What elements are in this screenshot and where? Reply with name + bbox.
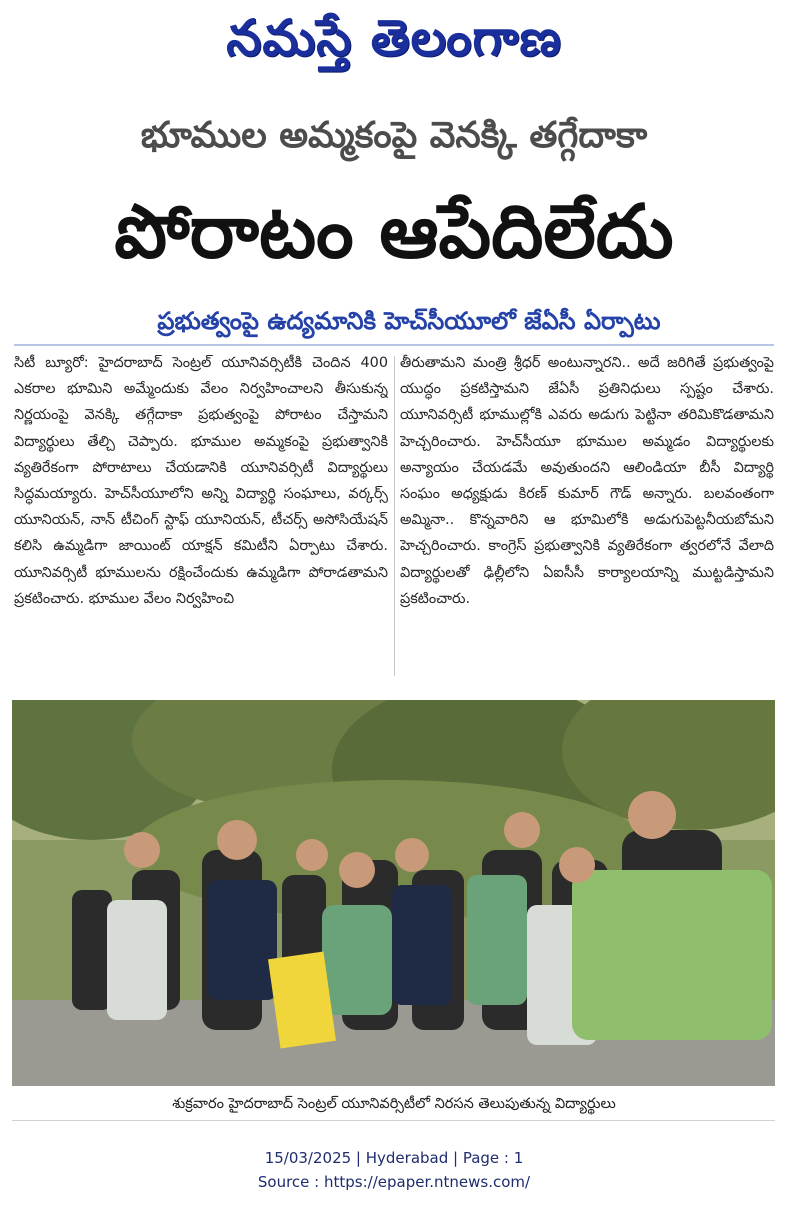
newspaper-logo: నమస్తే తెలంగాణ [226,8,562,67]
source-link[interactable]: Source : https://epaper.ntnews.com/ [257,1173,531,1191]
page-footer [0,1146,788,1200]
deck-text: ప్రభుత్వంపై ఉద్యమానికి హెచ్‌సీయూలో జేఏసీ ఏర్పాటు [157,307,661,335]
photo-caption: శుక్రవారం హైదరాబాద్ సెంట్రల్ యూనివర్సిటీలో నిరసన తెలుపుతున్న విద్యార్థులు [172,1096,616,1112]
article-column-left: సిటీ బ్యూరో: హైదరాబాద్ సెంట్రల్ యూనివర్సిటీకి చెందిన 400 ఎకరాల భూమిని అమ్మేందుకు వేలం నిర్వహించాలని తీసుకున్న నిర్ణయంపై వెనక్కి తగ్గేదాకా ప్రభుత్వంపై పోరాటం చేస్తామని విద్యార్థులు తేల్చి చెప్పారు. భూముల అమ్మకంపై ప్రభుత్వానికి వ్యతిరేకంగా పోరాటాలు చేయడానికి యూనివర్సిటీ విద్యార్థులు సిద్ధమయ్యారు. హెచ్‌సీయూలోని అన్ని విద్యార్థి సంఘాలు, వర్కర్స్ యూనియన్, నాన్ టీచింగ్ స్టాఫ్ యూనియన్, టీచర్స్ అసోసియేషన్ కలిసి ఉమ్మడిగా జాయింట్ యాక్షన్ కమిటీని ఏర్పాటు చేశారు. యూనివర్సిటీ భూములను రక్షించేందుకు ఉమ్మడిగా పోరాడతామని ప్రకటించారు. భూముల వేలం నిర్వహించి [14,355,388,607]
protest-photo [12,700,775,1086]
article-column-right: తీరుతామని మంత్రి శ్రీధర్ అంటున్నారని.. అదే జరిగితే ప్రభుత్వంపై యుద్ధం ప్రకటిస్తామని జేఏసీ ప్రతినిధులు స్పష్టం చేశారు. యూనివర్సిటీ భూముల్లోకి ఎవరు అడుగు పెట్టినా తరిమికొడతామని హెచ్చరించారు. హెచ్‌సీయూ భూముల అమ్మడం విద్యార్థులకు అన్యాయం చేయడమే అవుతుందని ఆలిండియా బీసీ విద్యార్థి సంఘం అధ్యక్షుడు కిరణ్ కుమార్ గౌడ్ అన్నారు. బలవంతంగా అమ్మినా.. కొన్నవారిని ఆ భూమిలోకి అడుగుపెట్టనీయబోమని హెచ్చరించారు. కాంగ్రెస్ ప్రభుత్వానికి వ్యతిరేకంగా త్వరలోనే వేలాది విద్యార్థులతో ఢిల్లీలోని ఏఐసీసీ కార్యాలయాన్ని ముట్టడిస్తామని ప్రకటించారు. [400,355,774,607]
edition-info: 15/03/2025 | Hyderabad | Page : 1 [264,1149,524,1167]
article-deck [0,298,788,346]
article-body [14,350,774,684]
photo-illustration [12,700,775,1086]
deck-divider [14,344,774,346]
caption-divider [12,1120,775,1121]
column-divider [394,356,395,676]
article-headline: పోరాటం ఆపేదిలేదు [114,189,674,275]
masthead [0,0,788,82]
article-kicker: భూముల అమ్మకంపై వెనక్కి తగ్గేదాకా [140,115,648,156]
